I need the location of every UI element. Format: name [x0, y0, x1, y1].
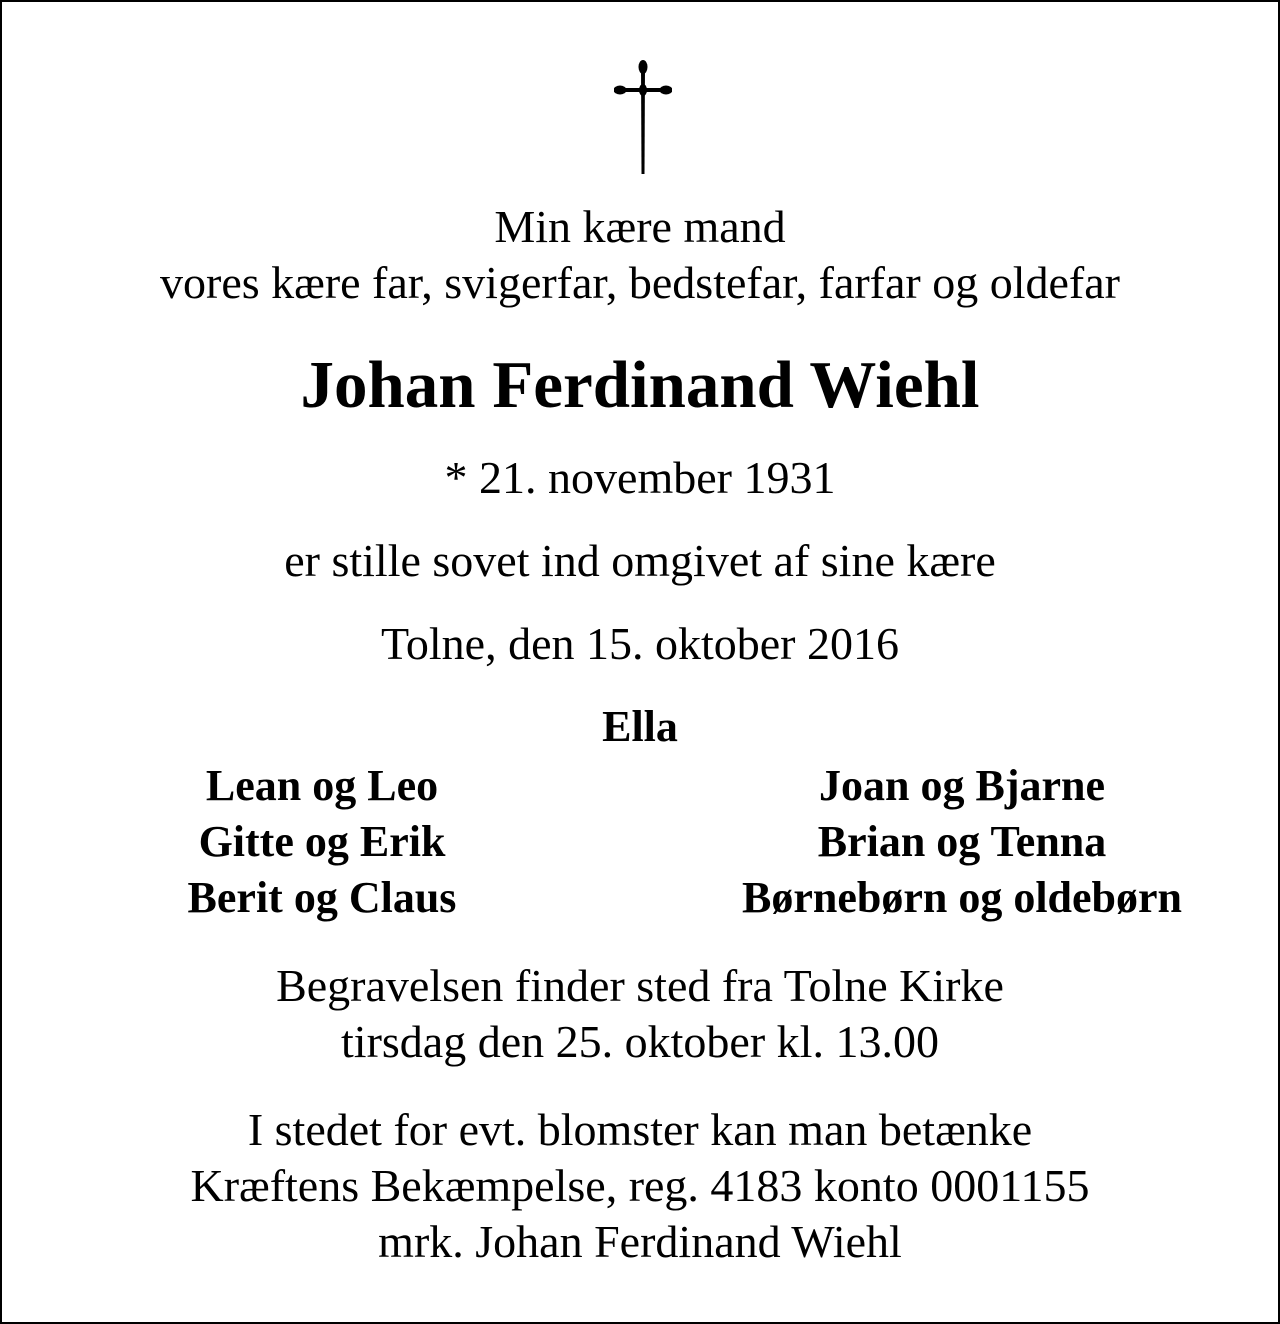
intro-line-1: Min kære mand — [494, 201, 786, 252]
intro-line-2: vores kære far, svigerfar, bedstefar, farfar og oldefar — [160, 257, 1120, 308]
deceased-name: Johan Ferdinand Wiehl — [300, 348, 980, 422]
family-member: Berit og Claus — [187, 873, 457, 922]
family-list-left — [122, 758, 522, 926]
place-and-date: Tolne, den 15. oktober 2016 — [380, 618, 900, 669]
family-member: Brian og Tenna — [817, 817, 1107, 866]
family-member: Børnebørn og oldebørn — [741, 873, 1183, 922]
birth-date: * 21. november 1931 — [444, 452, 836, 503]
funeral-info — [2, 958, 1278, 1070]
donation-info — [2, 1102, 1278, 1270]
passing-text: er stille sovet ind omgivet af sine kære — [284, 535, 996, 586]
family-member: Gitte og Erik — [198, 817, 446, 866]
family-member: Joan og Bjarne — [819, 761, 1105, 810]
donation-line-3: mrk. Johan Ferdinand Wiehl — [378, 1216, 902, 1267]
funeral-line-2: tirsdag den 25. oktober kl. 13.00 — [341, 1016, 939, 1067]
donation-line-2: Kræftens Bekæmpelse, reg. 4183 konto 0001155 — [190, 1160, 1090, 1211]
spouse-name: Ella — [602, 702, 678, 751]
donation-line-1: I stedet for evt. blomster kan man betænke — [247, 1104, 1033, 1155]
family-member: Lean og Leo — [205, 761, 439, 810]
intro-text — [2, 199, 1278, 311]
cross-icon — [614, 60, 672, 174]
funeral-line-1: Begravelsen finder sted fra Tolne Kirke — [276, 960, 1004, 1011]
family-list-right — [662, 758, 1262, 926]
